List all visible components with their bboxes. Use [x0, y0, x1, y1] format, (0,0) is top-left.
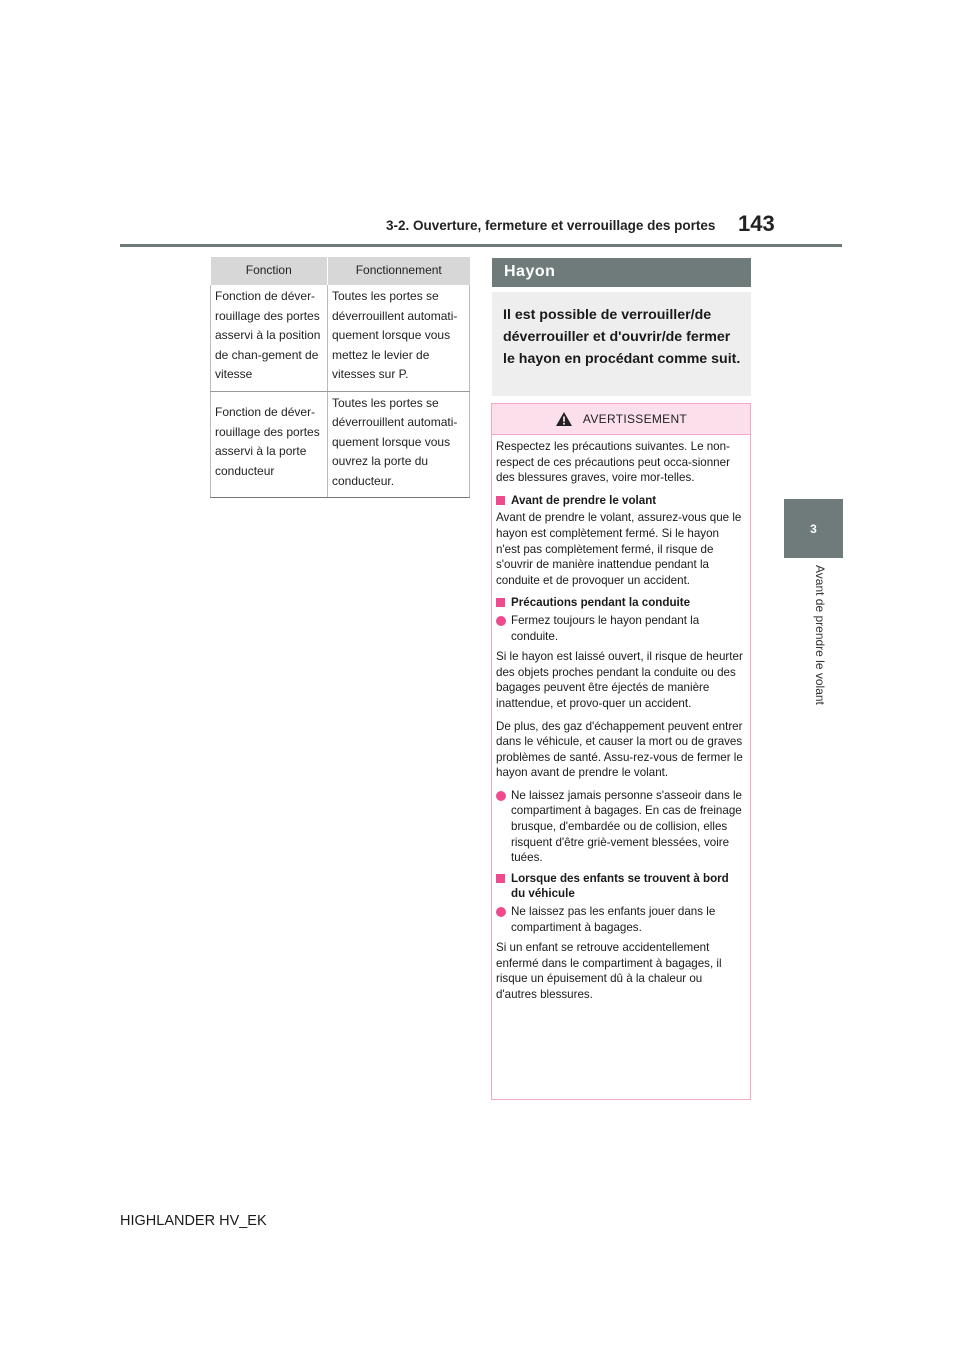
warning-subheading: [496, 871, 744, 902]
circle-bullet-icon: [496, 791, 506, 801]
subheading-text: Lorsque des enfants se trouvent à bord du véhicule: [511, 871, 729, 901]
warning-paragraph: Si le hayon est laissé ouvert, il risque de heurter des objets proches pendant la conduite ou des bagages peuvent être éjectés de manière inattendue, et provo-quer un accident.: [496, 650, 743, 710]
function-table: [210, 257, 470, 498]
section-heading: Hayon: [492, 258, 751, 287]
page-number: 143: [738, 211, 775, 236]
warning-box: [491, 403, 751, 1100]
warning-subheading: [496, 493, 744, 509]
square-bullet-icon: [496, 496, 505, 505]
warning-bullet: [496, 904, 744, 935]
table-cell-operation: Toutes les portes se déverrouillent automati-quement lorsque vous ouvrez la porte du conducteur.: [328, 391, 470, 498]
subheading-text: Précautions pendant la conduite: [511, 596, 691, 610]
bullet-text: Ne laissez jamais personne s'asseoir dans le compartiment à bagages. En cas de freinage brusque, d'embardée ou de collision, elles risquent d'être griè-vement blessées, voire tuées.: [511, 788, 742, 865]
table-cell-function: Fonction de déver-rouillage des portes asservi à la position de chan-gement de vitesse: [211, 285, 328, 391]
bullet-text: Fermez toujours le hayon pendant la conduite.: [511, 613, 700, 643]
warning-paragraph: De plus, des gaz d'échappement peuvent entrer dans le véhicule, et causer la mort ou de graves problèmes de santé. Assu-rez-vous de fermer le hayon avant de prendre le volant.: [496, 719, 743, 780]
warning-intro: Respectez les précautions suivantes. Le non-respect de ces précautions peut occa-sionner des blessures graves, voire mor-telles.: [496, 440, 730, 485]
table-cell-operation: Toutes les portes se déverrouillent automati-quement lorsque vous mettez le levier de vitesses sur P.: [328, 285, 470, 391]
circle-bullet-icon: [496, 616, 506, 626]
header-divider: [120, 244, 842, 247]
square-bullet-icon: [496, 598, 505, 607]
warning-body: [492, 435, 750, 1003]
section-intro: Il est possible de verrouiller/de déverrouiller et d'ouvrir/de fermer le hayon en procédant comme suit.: [492, 292, 751, 396]
footer-model: HIGHLANDER HV_EK: [120, 1213, 267, 1229]
table-cell-function: Fonction de déver-rouillage des portes asservi à la porte conducteur: [211, 391, 328, 498]
table-header-function: Fonction: [211, 257, 328, 285]
warning-paragraph: Avant de prendre le volant, assurez-vous que le hayon est complètement fermé. Si le hayon n'est pas complètement fermé, il risque de s'ouvrir de manière inattendue pendant la conduite et de provoquer un accident.: [496, 511, 742, 587]
chapter-name: Avant de prendre le volant: [813, 565, 827, 705]
bullet-text: Ne laissez pas les enfants jouer dans le compartiment à bagages.: [511, 905, 716, 934]
warning-title: AVERTISSEMENT: [582, 412, 688, 426]
table-row: [211, 391, 470, 498]
chapter-tab[interactable]: [784, 499, 843, 558]
warning-triangle-icon: [555, 411, 573, 427]
section-title: 3-2. Ouverture, fermeture et verrouillage des portes: [386, 218, 716, 233]
warning-header: [492, 404, 750, 435]
warning-subheading: [496, 595, 744, 611]
square-bullet-icon: [496, 874, 505, 883]
table-header-operation: Fonctionnement: [328, 257, 470, 285]
warning-paragraph: Si un enfant se retrouve accidentellement enfermé dans le compartiment à bagages, il risque un épuisement dû à la chaleur ou d'autres blessures.: [496, 941, 722, 1001]
subheading-text: Avant de prendre le volant: [511, 493, 657, 507]
warning-bullet: [496, 613, 744, 644]
circle-bullet-icon: [496, 907, 506, 917]
chapter-number: 3: [810, 521, 817, 536]
warning-bullet: [496, 788, 744, 866]
table-row: [211, 285, 470, 391]
